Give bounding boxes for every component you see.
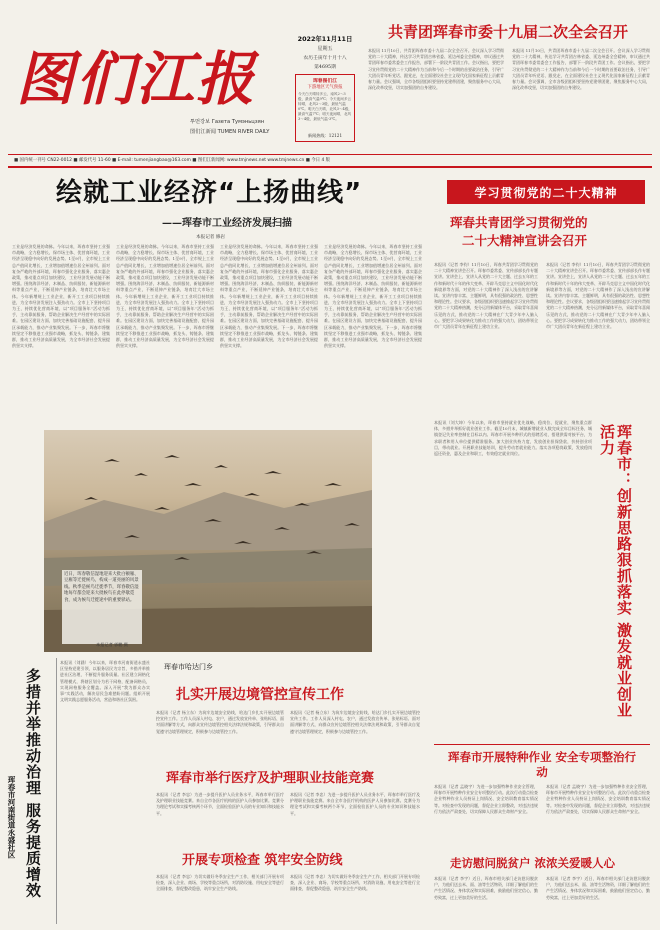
weather-text: 今天白天晴转多云，南风2～3级，最高气温9℃；今天夜间多云转晴，北风2～3级，最低气温0℃。明天白天晴，北风3～4级，最高气温7℃；明天夜间晴，北风3～4级，最低气温-3℃。: [298, 92, 352, 121]
feature-col-3: 工业是经济发展的命脉。今年以来，珲春市坚持工业强市战略，全力稳增长、保市场主体、优营商环境，工业经济呈现稳中向好的发展态势。1至9月，全市规上工业总产值同比增长，工业增加值增速位居全州前列。面对复杂严峻的外部环境，珲春市强化企业服务，落实惠企政策，推动重点项目加快建设，工业经济发展动能不断增强。围绕海洋经济、木制品、纺织服装、新能源新材料等重点产业，不断延伸产业链条，培育壮大市场主体。今年新增规上工业企业，新开工工业项目持续推进，为全市经济发展注入强劲动力。全市上下坚持项目为王，持续优化营商环境，以“项目服务年”活动为抓手，主动靠前服务，帮助企业解决生产经营中的实际困难。在园区建设方面，加快完善基础设施配套，提升园区承载能力，推动产业集聚发展。下一步，珲春市将继续坚定不移推进工业强市战略，抓龙头、铸链条、建集群，推动工业经济高质量发展，为全市经济社会发展提供坚实支撑。: [220, 244, 318, 349]
hotline: 新闻热线：12121: [307, 133, 343, 138]
date-box: [292, 34, 358, 150]
inspection-col-1: 本报讯（记者 李忠）为切实做好冬季安全生产工作，相关部门开展专项检查，深入企业、商场、学校等重点场所，对消防设施、用电安全等进行全面排查，督促整改隐患，筑牢安全生产防线。: [156, 874, 284, 892]
innovation-title: 珲春市：创新思路狠抓落实 激发就业创业活力: [598, 424, 633, 719]
visit-title: 走访慰问脱贫户 浓浓关爱暖人心: [450, 856, 616, 870]
safety-rule: [434, 744, 650, 745]
photo-caption: 近日，珲春敬信湿地迎来大批白额雁、豆雁等迁徙候鸟，构成一道亮丽的风景线。秋季是候鸟迁徙季节，珲春敬信湿地每年都会迎来大批候鸟在此停歇觅食，成为候鸟迁徙途中的重要驿站。: [62, 570, 142, 644]
masthead-rule: [8, 154, 652, 155]
hada-col-2: 本报讯（记者 杨立东）为筑牢边境安全防线，哈达门乡扎实开展边境管控宣传工作。工作人员深入村屯、农户，通过发放宣传单、张贴标语、面对面讲解等方式，向群众宣传边境管控相关法律法规和政策，引导群众自觉遵守边境管理规定，积极参与边境管控工作。: [290, 710, 420, 734]
feature-subtitle: ——珲春市工业经济发展扫描: [162, 218, 292, 229]
innovation-col-1: 本报讯（刘大坤）今年以来，珲春市坚持就业优先战略，稳岗位、促就业，聚焦重点群体，多措并举抓好就业创业工作。截至10月末，城镇新增就业人数完成全年目标任务，城镇登记失业率控制在目标以内。珲春市开展多种形式的招聘活动，搭建供需对接平台，为求职者和用人单位提供精准服务。加大创业扶持力度，发放创业担保贷款，扶持创业项目，带动就业。开展职业技能培训，提升劳动者就业能力。落实各项稳岗政策，发放稳岗返还资金，惠及企业和职工，有效稳定就业岗位。: [434, 420, 592, 457]
masthead: [0, 0, 660, 160]
visit-col-2: 本报讯（记者 李宇）近日，珲春市相关部门走访慰问脱贫户，为他们送去米、面、油等生活物资，详细了解他们的生产生活情况、身体状况和实际困难，鼓励他们坚定信心，勤劳致富，过上更加美好的生活。: [546, 876, 650, 900]
community-body: 本报讯（刘涵）今年以来，珲春市河南街道永盛社区坚持党建引领，以服务居民为宗旨，多措并举推进社区治理，不断提升服务质量。社区建立网格化管理模式，将辖区划分为若干网格，配备网格员，实现网格服务全覆盖。深入开展“我为群众办实事”实践活动，解决居民急难愁盼问题。组织开展文明实践志愿服务活动，营造和谐社区氛围。: [60, 660, 150, 703]
top-story-body-col2: 本报讯 11月10日，共青团珲春市委十九届二次全会召开。会议深入学习贯彻党的二十大精神，传达学习共青团吉林省委、延边州委全会精神，审议通过共青团珲春市委常委会工作报告，部署下一阶段共青团工作。会议指出，要把学习宣传贯彻党的二十大精神作为当前和今后一个时期的首要政治任务，引导广大团员青年听党话、跟党走，在全面建设社会主义现代化国家新征程上贡献青春力量。会议强调，全市各级团组织要坚持党建带团建，聚焦服务中心大局，深化改革攻坚，切实加强团的自身建设。: [512, 48, 650, 91]
feature-byline: 本报记者 修岩: [196, 235, 226, 240]
study-title-line2: 二十大精神宣讲会召开: [462, 233, 588, 248]
date-line: 2022年11月11日: [297, 35, 353, 43]
study-title-line1: 珲春共青团学习贯彻党的: [450, 215, 588, 230]
info-bar: ■ 国内统一刊号 CN22-0012 ■ 邮发代号 11-60 ■ E-mail: tumenjiangbao@163.com ■ 图们江新闻网: www.tmjnews.net www.tmjnews.cn ■ 今日 4 版: [14, 158, 331, 163]
weather-subtitle: 下游地区天气预报: [307, 85, 343, 90]
masthead-sub-en: 图们江新闻 TUMEN RIVER DAILY: [190, 129, 270, 135]
competition-title: 珲春市举行医疗及护理职业技能竞赛: [166, 771, 375, 786]
feature-col-4: 工业是经济发展的命脉。今年以来，珲春市坚持工业强市战略，全力稳增长、保市场主体、优营商环境，工业经济呈现稳中向好的发展态势。1至9月，全市规上工业总产值同比增长，工业增加值增速位居全州前列。面对复杂严峻的外部环境，珲春市强化企业服务，落实惠企政策，推动重点项目加快建设，工业经济发展动能不断增强。围绕海洋经济、木制品、纺织服装、新能源新材料等重点产业，不断延伸产业链条，培育壮大市场主体。今年新增规上工业企业，新开工工业项目持续推进，为全市经济发展注入强劲动力。全市上下坚持项目为王，持续优化营商环境，以“项目服务年”活动为抓手，主动靠前服务，帮助企业解决生产经营中的实际困难。在园区建设方面，加快完善基础设施配套，提升园区承载能力，推动产业集聚发展。下一步，珲春市将继续坚定不移推进工业强市战略，抓龙头、铸链条、建集群，推动工业经济高质量发展，为全市经济社会发展提供坚实支撑。: [324, 244, 422, 349]
masthead-sub-langs: 투먼강보 Газета Тумэньцзян: [190, 119, 265, 125]
inspection-title: 开展专项检查 筑牢安全防线: [182, 853, 343, 868]
photo-credit: 本报记者 郭鹏 摄: [96, 642, 128, 647]
info-rule: [8, 166, 652, 168]
community-title: 多措并举推动治理 服务提质增效: [24, 668, 42, 899]
top-story-title: 共青团珲春市委十九届二次全会召开: [388, 23, 629, 41]
hada-label: 珲春市哈达门乡: [164, 663, 213, 671]
issue-number: 第4695期: [314, 65, 336, 70]
study-col-2: 本报讯（记者 李钧）11月10日，珲春共青团学习贯彻党的二十大精神宣讲会召开。珲春市委常委、宣传部部长作专题宣讲。宣讲会上，宣讲人从党的二十大主题、过去五年的工作和新时代十年的伟大变革、开辟马克思主义中国化时代化新境界等方面，对党的二十大精神作了深入浅出的宣讲解读。宣讲内容丰富、主题鲜明，具有很强的政治性、思想性和理论性。会议要求，各级团组织要迅速掀起学习宣传贯彻党的二十大精神热潮，充分运用新媒体平台，采取青年喜闻乐见的方式，推动党的二十大精神在广大青少年中入脑入心。要把学习成果转化为推动工作的强大动力，团结带领全市广大团员青年在新征程上建功立业。: [546, 262, 650, 330]
study-banner: [447, 180, 645, 204]
study-col-1: 本报讯（记者 李钧）11月10日，珲春共青团学习贯彻党的二十大精神宣讲会召开。珲春市委常委、宣传部部长作专题宣讲。宣讲会上，宣讲人从党的二十大主题、过去五年的工作和新时代十年的伟大变革、开辟马克思主义中国化时代化新境界等方面，对党的二十大精神作了深入浅出的宣讲解读。宣讲内容丰富、主题鲜明，具有很强的政治性、思想性和理论性。会议要求，各级团组织要迅速掀起学习宣传贯彻党的二十大精神热潮，充分运用新媒体平台，采取青年喜闻乐见的方式，推动党的二十大精神在广大青少年中入脑入心。要把学习成果转化为推动工作的强大动力，团结带领全市广大团员青年在新征程上建功立业。: [434, 262, 538, 330]
safety-title: 珲春市开展特种作业 安全专项整治行动: [448, 750, 637, 779]
competition-col-2: 本报讯（记者 李忠）为进一步提升医护人员业务水平，珲春市举行医疗及护理职业技能竞赛。来自全市各医疗机构的医护人员参加比赛。竞赛分为理论考试和实操考核两个环节，全面检验医护人员的专业知识和技能水平。: [290, 792, 420, 816]
safety-col-2: 本报讯（记者 孟晓宇）为进一步加强特种作业安全管理，珲春市开展特种作业安全专项整治行动。此次行动重点检查企业特种作业人员持证上岗情况、安全培训教育落实情况等。对检查中发现的问题，督促企业立即整改，对违法违规行为依法严肃查处，切实保障人民群众生命财产安全。: [546, 784, 650, 814]
weather-title: 珲春图们江: [313, 78, 337, 84]
weather-box: [295, 74, 355, 142]
feature-col-1: 工业是经济发展的命脉。今年以来，珲春市坚持工业强市战略，全力稳增长、保市场主体、优营商环境，工业经济呈现稳中向好的发展态势。1至9月，全市规上工业总产值同比增长，工业增加值增速位居全州前列。面对复杂严峻的外部环境，珲春市强化企业服务，落实惠企政策，推动重点项目加快建设，工业经济发展动能不断增强。围绕海洋经济、木制品、纺织服装、新能源新材料等重点产业，不断延伸产业链条，培育壮大市场主体。今年新增规上工业企业，新开工工业项目持续推进，为全市经济发展注入强劲动力。全市上下坚持项目为王，持续优化营商环境，以“项目服务年”活动为抓手，主动靠前服务，帮助企业解决生产经营中的实际困难。在园区建设方面，加快完善基础设施配套，提升园区承载能力，推动产业集聚发展。下一步，珲春市将继续坚定不移推进工业强市战略，抓龙头、铸链条、建集群，推动工业经济高质量发展，为全市经济社会发展提供坚实支撑。: [12, 244, 110, 349]
inspection-col-2: 本报讯（记者 李忠）为切实做好冬季安全生产工作，相关部门开展专项检查，深入企业、商场、学校等重点场所，对消防设施、用电安全等进行全面排查，督促整改隐患，筑牢安全生产防线。: [290, 874, 420, 892]
safety-col-1: 本报讯（记者 孟晓宇）为进一步加强特种作业安全管理，珲春市开展特种作业安全专项整治行动。此次行动重点检查企业特种作业人员持证上岗情况、安全培训教育落实情况等。对检查中发现的问题，督促企业立即整改，对违法违规行为依法严肃查处，切实保障人民群众生命财产安全。: [434, 784, 538, 814]
hada-title: 扎实开展边境管控宣传工作: [176, 687, 344, 703]
lunar-date: 农历壬寅年十月十八: [303, 56, 347, 61]
competition-col-1: 本报讯（记者 李忠）为进一步提升医护人员业务水平，珲春市举行医疗及护理职业技能竞赛。来自全市各医疗机构的医护人员参加比赛。竞赛分为理论考试和实操考核两个环节，全面检验医护人员的专业知识和技能水平。: [156, 792, 284, 816]
visit-col-1: 本报讯（记者 李宇）近日，珲春市相关部门走访慰问脱贫户，为他们送去米、面、油等生活物资，详细了解他们的生产生活情况、身体状况和实际困难，鼓励他们坚定信心，勤劳致富，过上更加美好的生活。: [434, 876, 538, 900]
feature-title: 绘就工业经济“上扬曲线”: [56, 178, 363, 208]
top-story-body: 本报讯 11月10日，共青团珲春市委十九届二次全会召开。会议深入学习贯彻党的二十大精神，传达学习共青团吉林省委、延边州委全会精神，审议通过共青团珲春市委常委会工作报告，部署下一阶段共青团工作。会议指出，要把学习宣传贯彻党的二十大精神作为当前和今后一个时期的首要政治任务，引导广大团员青年听党话、跟党走，在全面建设社会主义现代化国家新征程上贡献青春力量。会议强调，全市各级团组织要坚持党建带团建，聚焦服务中心大局，深化改革攻坚，切实加强团的自身建设。: [368, 48, 504, 91]
feature-col-2: 工业是经济发展的命脉。今年以来，珲春市坚持工业强市战略，全力稳增长、保市场主体、优营商环境，工业经济呈现稳中向好的发展态势。1至9月，全市规上工业总产值同比增长，工业增加值增速位居全州前列。面对复杂严峻的外部环境，珲春市强化企业服务，落实惠企政策，推动重点项目加快建设，工业经济发展动能不断增强。围绕海洋经济、木制品、纺织服装、新能源新材料等重点产业，不断延伸产业链条，培育壮大市场主体。今年新增规上工业企业，新开工工业项目持续推进，为全市经济发展注入强劲动力。全市上下坚持项目为王，持续优化营商环境，以“项目服务年”活动为抓手，主动靠前服务，帮助企业解决生产经营中的实际困难。在园区建设方面，加快完善基础设施配套，提升园区承载能力，推动产业集聚发展。下一步，珲春市将继续坚定不移推进工业强市战略，抓龙头、铸链条、建集群，推动工业经济高质量发展，为全市经济社会发展提供坚实支撑。: [116, 244, 214, 349]
hada-col-1: 本报讯（记者 杨立东）为筑牢边境安全防线，哈达门乡扎实开展边境管控宣传工作。工作人员深入村屯、农户，通过发放宣传单、张贴标语、面对面讲解等方式，向群众宣传边境管控相关法律法规和政策，引导群众自觉遵守边境管理规定，积极参与边境管控工作。: [156, 710, 284, 734]
study-banner-text: 学习贯彻党的二十大精神: [474, 185, 618, 200]
weekday: 星期五: [317, 46, 333, 52]
masthead-title: 图们江报: [16, 45, 257, 113]
community-divider: [56, 658, 57, 924]
community-kicker: 珲春市河南街道永盛社区: [7, 776, 16, 859]
